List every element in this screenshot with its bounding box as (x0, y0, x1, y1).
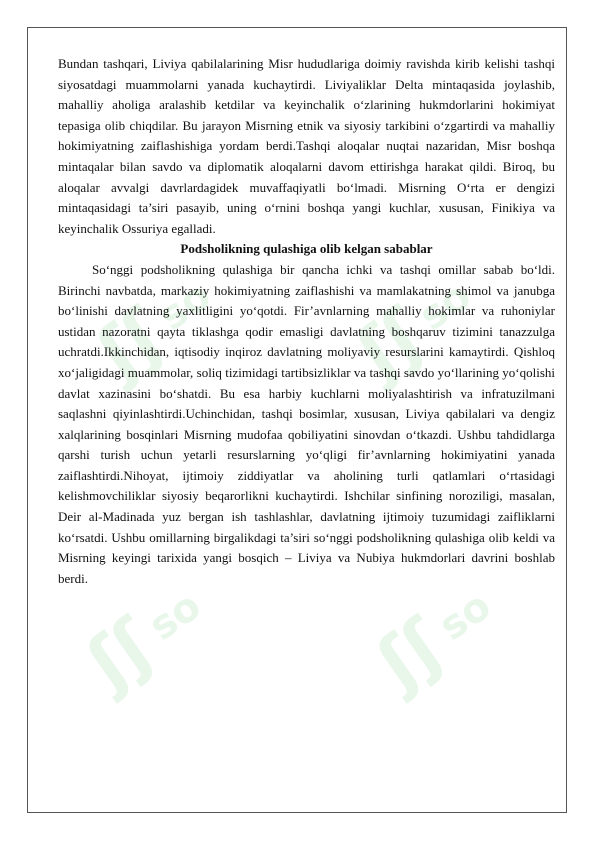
svg-text:ʃʃ: ʃʃ (342, 293, 438, 394)
svg-text:ʃʃ: ʃʃ (72, 603, 168, 704)
document-body (58, 54, 555, 589)
svg-text:ʃʃ: ʃʃ (362, 603, 458, 704)
svg-text:so: so (140, 582, 210, 650)
svg-text:so: so (430, 582, 500, 650)
paragraph-1: Bundan tashqari, Liviya qabilalarining Misr hududlariga doimiy ravishda kirib kelishi tashqi siyosatdagi muammolarni yanada kuchaytirdi. Liviyaliklar Delta mintaqasida joylashib, mahalliy aholiga aralashib ketdilar va keyinchalik o‘zlarining hukmdorlarini hokimiyat tepasiga olib chiqdilar. Bu jarayon Misrning etnik va siyosiy tarkibini o‘zgartirdi va mahalliy hokimiyatning zaiflashishiga yordam berdi.Tashqi aloqalar nuqtai nazaridan, Misr boshqa mintaqalar bilan savdo va diplomatik aloqalarni davom ettirishga harakat qildi. Biroq, bu aloqalar avvalgi davrlardagidek muvaffaqiyatli bo‘lmadi. Misrning O‘rta er dengizi mintaqasidagi ta’siri pasayib, uning o‘rnini boshqa yangi kuchlar, xususan, Finikiya va keyinchalik Ossuriya egalladi. (58, 56, 555, 236)
section-heading: Podsholikning qulashiga olib kelgan sabablar (180, 241, 433, 257)
svg-text:ʃʃ: ʃʃ (82, 293, 178, 394)
paragraph-2: So‘nggi podsholikning qulashiga bir qancha ichki va tashqi omillar sabab bo‘ldi. Birinchi navbatda, markaziy hokimiyatning zaiflashishi va mamlakatning shimol va janubga bo‘linishi davlatning yaxlitligini yo‘qotdi. Fir’avnlarning mahalliy hokimlar va ruhoniylar ustidan nazoratni qayta tiklashga qodir emasligi davlatning boshqaruv tizimini tanazzulga uchratdi.Ikkinchidan, iqtisodiy inqiroz davlatning moliyaviy resurslarini kamaytirdi. Qishloq xo‘jaligidagi muammolar, soliq tizimidagi tartibsizliklar va tashqi savdo yo‘llarining yo‘qolishi davlat xazinasini bo‘shatdi. Bu esa harbiy kuchlarni moliyalashtirish va infratuzilmani saqlashni qiyinlashtirdi.Uchinchidan, tashqi bosimlar, xususan, Liviya qabilalari va dengiz xalqlarining bosqinlari Misrning mudofaa qobiliyatini sinovdan o‘tkazdi. Ushbu tahdidlarga qarshi turish uchun yetarli resurslarning yo‘qligi fir’avnlarning hokimiyatini yanada zaiflashtirdi.Nihoyat, ijtimoiy ziddiyatlar va aholining turli qatlamlari o‘rtasidagi kelishmovchiliklar siyosiy beqarorlikni kuchaytirdi. Ishchilar sinfining noroziligi, masalan, Deir al-Madinada yuz bergan ish tashlashlar, davlatning ijtimoiy tuzumidagi zaifliklarni ko‘rsatdi. Ushbu omillarning birgalikdagi ta’siri so‘nggi podsholikning qulashiga olib keldi va Misrning keyingi tarixida yangi bosqich – Liviya va Nubiya hukmdorlari davrini boshlab berdi. (58, 261, 555, 586)
svg-text:so: so (410, 272, 480, 340)
svg-text:so: so (150, 272, 220, 340)
